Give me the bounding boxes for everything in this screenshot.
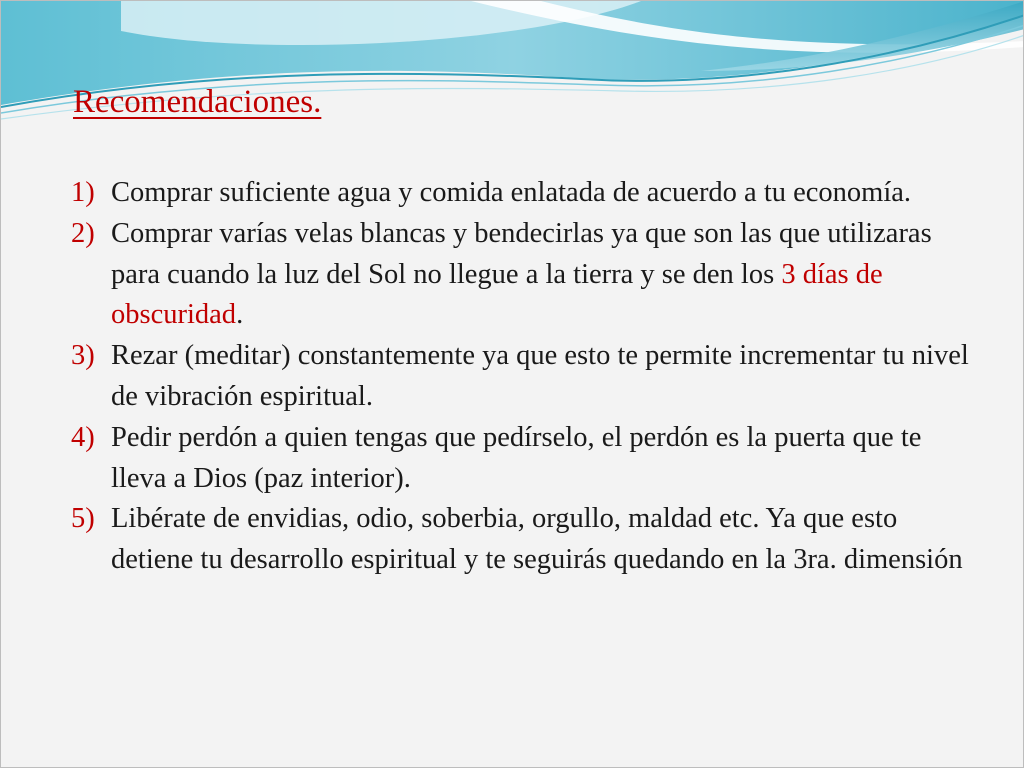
item-text: Comprar suficiente agua y comida enlatada de acuerdo a tu economía. — [111, 177, 912, 208]
recommendation-item-1 — [71, 173, 981, 214]
recommendation-item-4 — [71, 418, 981, 500]
item-number: 1) — [71, 177, 95, 208]
recommendation-item-3 — [71, 336, 981, 418]
recommendation-list — [71, 173, 981, 581]
highlighted-phrase: 3 días de obscuridad — [111, 258, 883, 331]
item-text: Libérate de envidias, odio, soberbia, orgullo, maldad etc. Ya que esto detiene tu desarrollo espiritual y te seguirás quedando en la 3ra. dimensión — [111, 503, 963, 576]
item-number: 4) — [71, 421, 95, 453]
item-text: Rezar (meditar) constantemente ya que esto te permite incrementar tu nivel de vibración espiritual. — [111, 340, 969, 412]
slide-title: Recomendaciones. — [73, 84, 322, 120]
item-number: 5) — [71, 503, 95, 535]
item-text-end: . — [236, 299, 244, 331]
item-number: 2) — [71, 217, 95, 249]
item-text: Pedir perdón a quien tengas que pedírselo, el perdón es la puerta que te lleva a Dios (paz interior). — [111, 421, 922, 494]
item-number: 3) — [71, 340, 95, 372]
recommendation-item-2 — [71, 214, 981, 336]
recommendation-item-5 — [71, 499, 981, 581]
item-text: Comprar varías velas blancas y bendecirlas ya que son las que utilizaras para cuando la luz del Sol no llegue a la tierra y se den los — [111, 217, 932, 290]
